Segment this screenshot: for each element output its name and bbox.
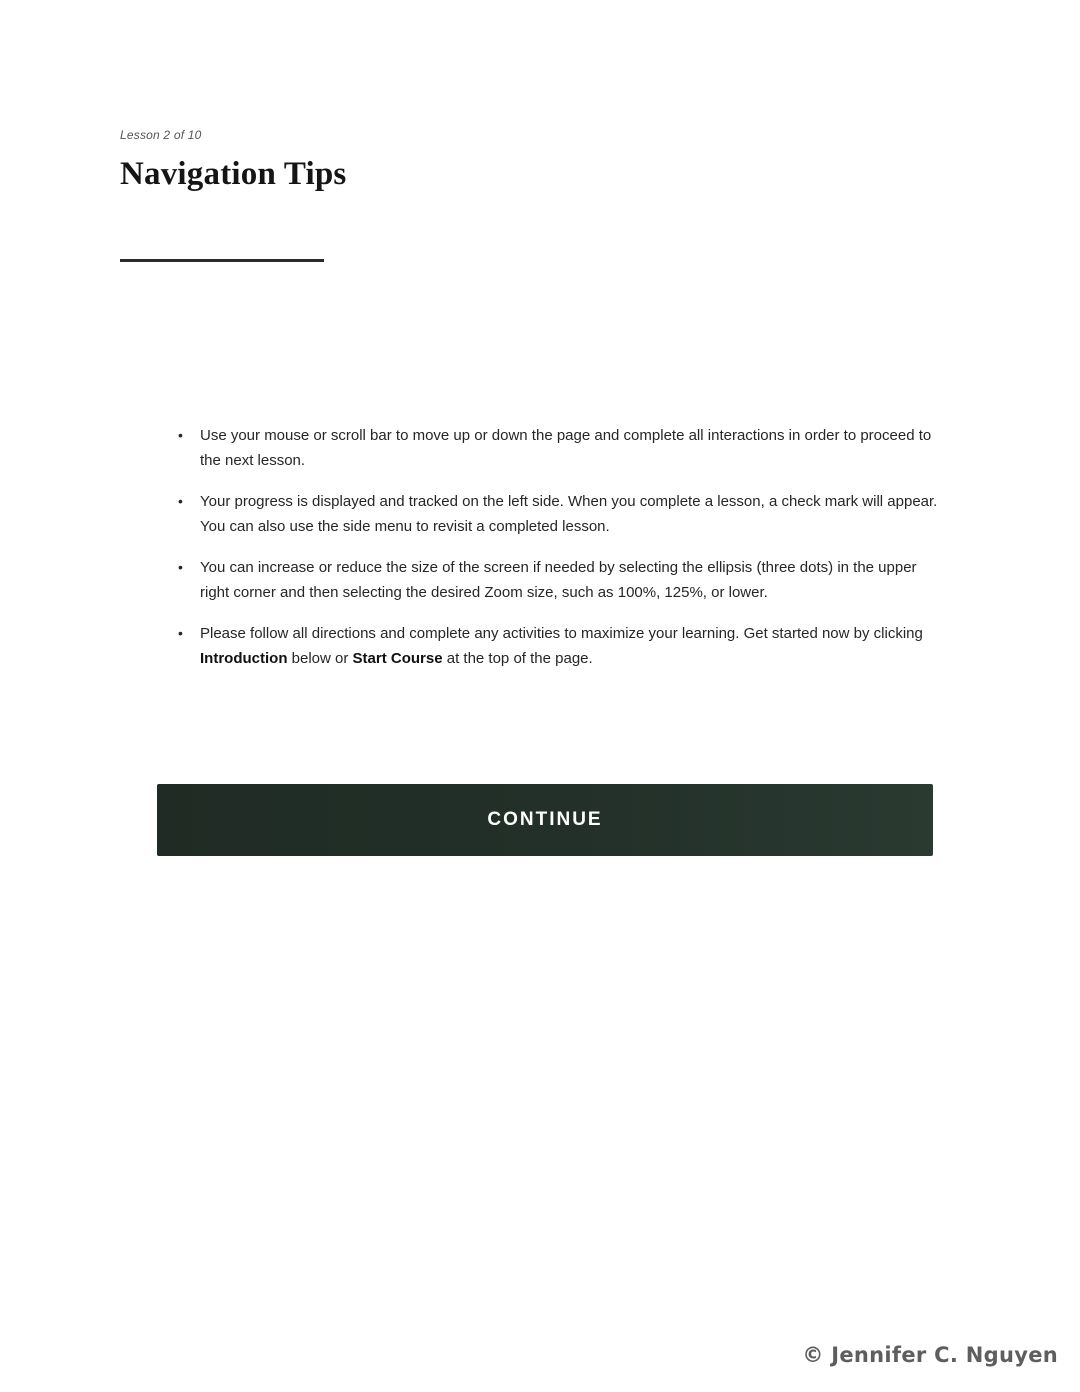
copyright-watermark: © Jennifer C. Nguyen [802, 1343, 1058, 1367]
introduction-reference: Introduction [200, 650, 288, 667]
start-course-reference: Start Course [352, 650, 443, 667]
tip-text-before: Please follow all directions and complete any activities to maximize your learning. Get started now by clicking [200, 625, 923, 642]
tip-text: Use your mouse or scroll bar to move up or down the page and complete all interactions in order to proceed to the next lesson. [200, 427, 932, 469]
title-divider [120, 259, 324, 262]
bullet-icon: • [178, 625, 183, 641]
tips-list [178, 423, 938, 687]
tip-item-mouse-scroll [178, 423, 938, 473]
tip-item-zoom [178, 555, 938, 605]
tip-text-middle: below or [287, 650, 353, 667]
lesson-header [120, 128, 720, 193]
tip-text: Your progress is displayed and tracked on the left side. When you complete a lesson, a check mark will appear. You can also use the side menu to revisit a completed lesson. [200, 493, 938, 535]
bullet-icon: • [178, 559, 183, 575]
bullet-icon: • [178, 427, 183, 443]
tip-text: You can increase or reduce the size of the screen if needed by selecting the ellipsis (three dots) in the upper right corner and then selecting the desired Zoom size, such as 100%, 125%, or lower. [200, 559, 917, 601]
tip-text-after: at the top of the page. [442, 650, 593, 667]
tip-item-get-started [178, 621, 938, 671]
lesson-title: Navigation Tips [120, 156, 347, 192]
tip-item-progress [178, 489, 938, 539]
bullet-icon: • [178, 493, 183, 509]
continue-button[interactable]: CONTINUE [157, 784, 933, 856]
lesson-counter: Lesson 2 of 10 [120, 128, 202, 142]
